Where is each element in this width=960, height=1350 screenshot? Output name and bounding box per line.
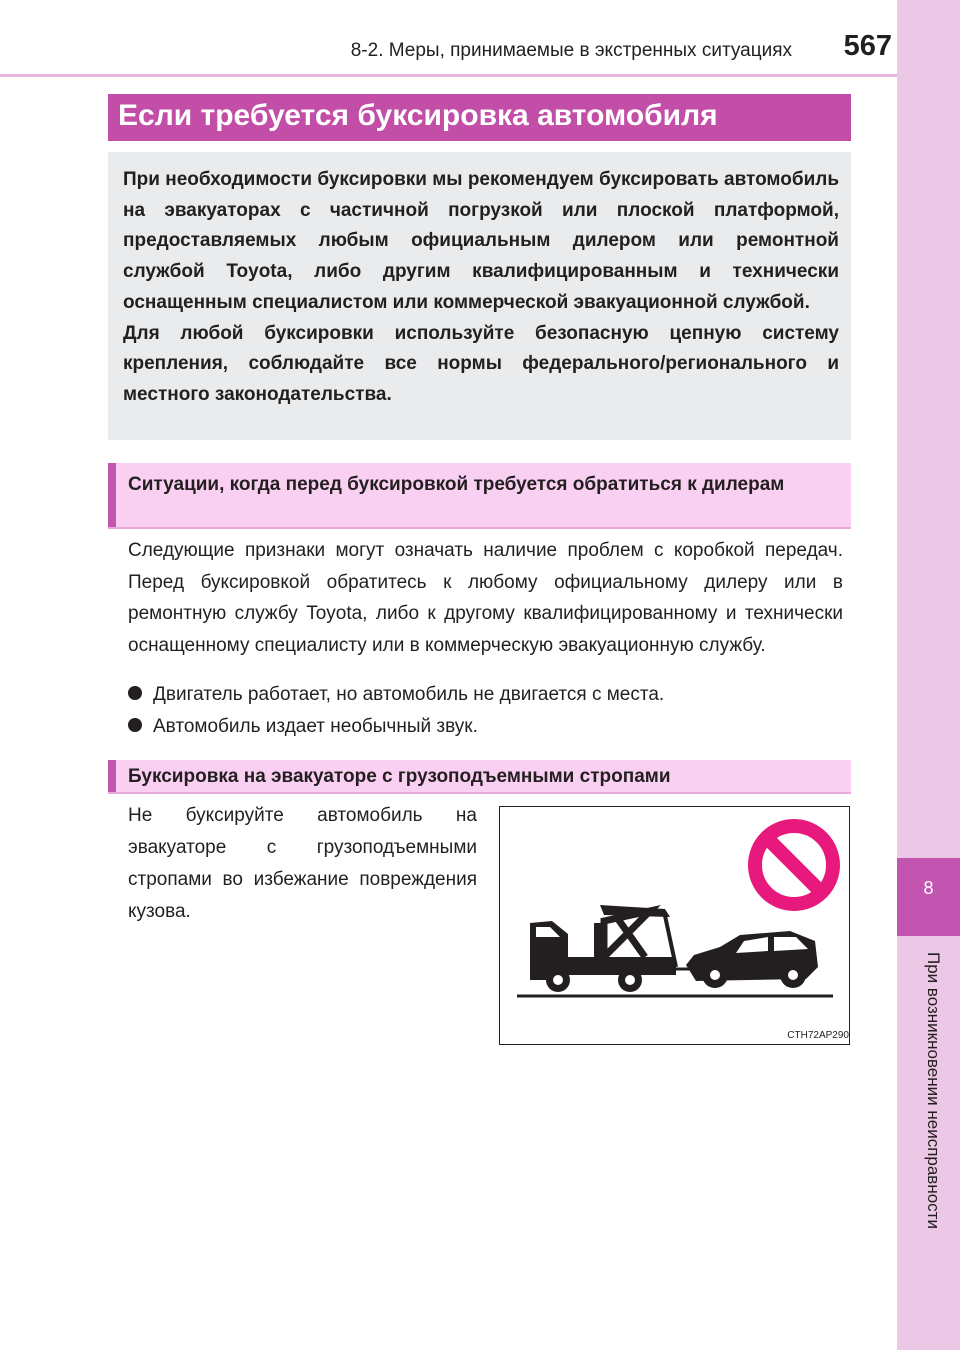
bullet-icon <box>128 686 142 700</box>
intro-paragraph-1: При необходимости буксировки мы рекомендуем буксировать автомобиль на эвакуаторах с частичной погрузкой или плоской платформой, предоставляемых любым официальным дилером или ремонтной службой Toyota, либо другим квалифицированным и технически оснащенным специалистом или коммерческой эвакуационной службой. <box>123 169 839 313</box>
tow-truck-icon <box>530 905 705 992</box>
chapter-number: 8 <box>923 878 934 898</box>
prohibition-icon <box>755 826 833 904</box>
section1-body: Следующие признаки могут означать наличие проблем с коробкой передач. Перед буксировкой обратитесь к любому официальному дилеру или в ремонтную службу Toyota, либо к другому квалифицированному и технически оснащенному специалисту или в коммерческую эвакуационную службу. <box>128 540 843 656</box>
header-section-title: 8-2. Меры, принимаемые в экстренных ситуациях <box>350 40 792 61</box>
bullet-icon <box>128 718 142 732</box>
tow-scene <box>500 807 848 1043</box>
page-number: 567 <box>843 30 892 62</box>
tow-illustration <box>499 806 850 1045</box>
header-divider <box>0 74 897 77</box>
page-title: Если требуется буксировка автомобиля <box>118 99 718 132</box>
bullet-text-2: Автомобиль издает необычный звук. <box>153 716 478 737</box>
bullet-text-1: Двигатель работает, но автомобиль не двигается с места. <box>153 684 665 705</box>
intro-paragraph-2: Для любой буксировки используйте безопасную цепную систему крепления, соблюдайте все нормы федерального/регионального и местного законодательства. <box>123 322 839 405</box>
car-icon <box>686 931 818 988</box>
bullet-item-2 <box>128 716 478 738</box>
figure-code: CTH72AP290 <box>787 1030 849 1041</box>
section2-body: Не буксируйте автомобиль на эвакуаторе с грузоподъемными стропами во избежание повреждения кузова. <box>128 805 477 922</box>
chapter-label: При возникновении неисправности <box>924 952 943 1229</box>
intro-text <box>123 165 839 411</box>
bullet-item-1 <box>128 684 664 706</box>
section2-heading: Буксировка на эвакуаторе с грузоподъемными стропами <box>128 766 671 787</box>
section1-heading: Ситуации, когда перед буксировкой требуется обратиться к дилерам <box>128 474 785 495</box>
